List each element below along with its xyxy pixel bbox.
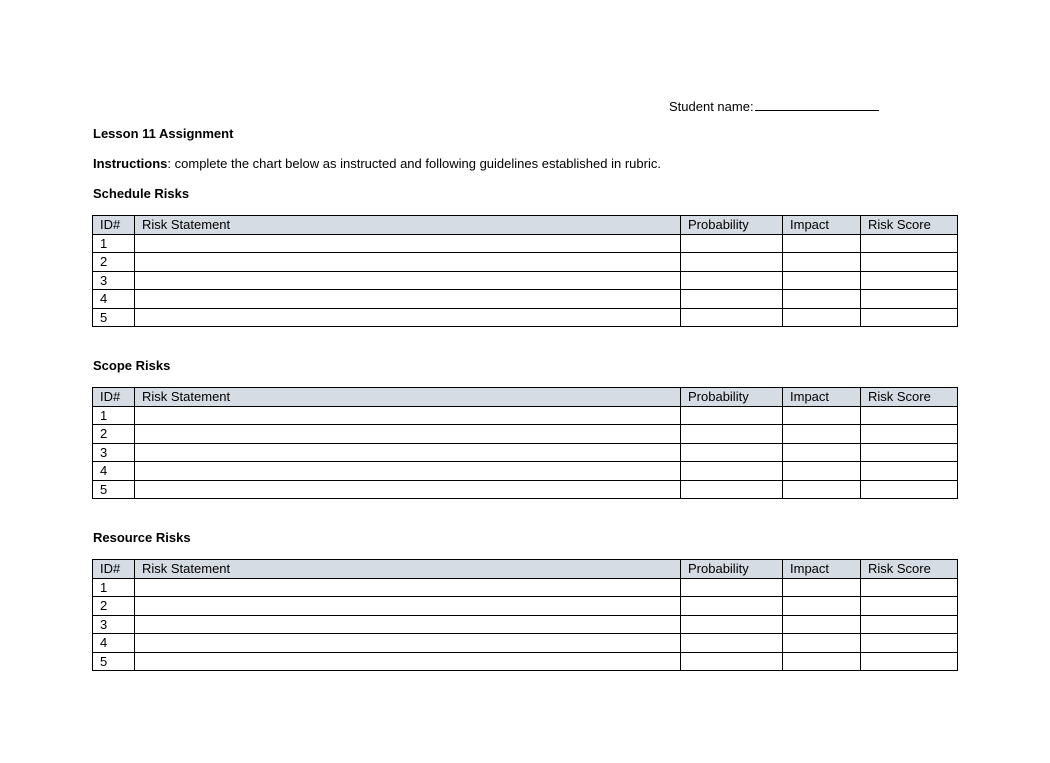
- impact-cell[interactable]: [783, 308, 861, 327]
- risk-statement-cell[interactable]: [135, 443, 681, 462]
- impact-cell[interactable]: [783, 425, 861, 444]
- probability-cell[interactable]: [681, 443, 783, 462]
- col-header-id: ID#: [93, 388, 135, 407]
- col-header-risk-statement: Risk Statement: [135, 560, 681, 579]
- row-id: 4: [93, 634, 135, 653]
- col-header-probability: Probability: [681, 560, 783, 579]
- risk-score-cell[interactable]: [861, 615, 958, 634]
- table-row: [93, 634, 958, 653]
- row-id: 4: [93, 290, 135, 309]
- col-header-probability: Probability: [681, 216, 783, 235]
- instructions-label: Instructions: [93, 156, 168, 171]
- risk-statement-cell[interactable]: [135, 615, 681, 634]
- row-id: 1: [93, 578, 135, 597]
- col-header-id: ID#: [93, 560, 135, 579]
- impact-cell[interactable]: [783, 271, 861, 290]
- risk-score-cell[interactable]: [861, 425, 958, 444]
- col-header-id: ID#: [93, 216, 135, 235]
- risk-statement-cell[interactable]: [135, 634, 681, 653]
- table-row: [93, 578, 958, 597]
- scope-risks-table: [92, 387, 958, 499]
- student-name-blank[interactable]: [755, 96, 879, 111]
- row-id: 3: [93, 271, 135, 290]
- table-row: [93, 253, 958, 272]
- table-row: [93, 308, 958, 327]
- risk-score-cell[interactable]: [861, 578, 958, 597]
- impact-cell[interactable]: [783, 634, 861, 653]
- row-id: 1: [93, 234, 135, 253]
- table-row: [93, 271, 958, 290]
- risk-statement-cell[interactable]: [135, 597, 681, 616]
- impact-cell[interactable]: [783, 443, 861, 462]
- instructions: [93, 156, 661, 171]
- impact-cell[interactable]: [783, 234, 861, 253]
- probability-cell[interactable]: [681, 234, 783, 253]
- assignment-title: Lesson 11 Assignment: [93, 126, 234, 141]
- table-row: [93, 652, 958, 671]
- impact-cell[interactable]: [783, 290, 861, 309]
- impact-cell[interactable]: [783, 578, 861, 597]
- risk-score-cell[interactable]: [861, 652, 958, 671]
- table-row: [93, 615, 958, 634]
- table-row: [93, 480, 958, 499]
- col-header-risk-statement: Risk Statement: [135, 216, 681, 235]
- probability-cell[interactable]: [681, 652, 783, 671]
- instructions-text: : complete the chart below as instructed and following guidelines established in rubric.: [167, 156, 661, 171]
- risk-statement-cell[interactable]: [135, 652, 681, 671]
- risk-score-cell[interactable]: [861, 253, 958, 272]
- student-name-label: Student name:: [669, 99, 754, 114]
- probability-cell[interactable]: [681, 480, 783, 499]
- risk-statement-cell[interactable]: [135, 462, 681, 481]
- impact-cell[interactable]: [783, 462, 861, 481]
- col-header-impact: Impact: [783, 388, 861, 407]
- table-row: [93, 462, 958, 481]
- row-id: 4: [93, 462, 135, 481]
- row-id: 1: [93, 406, 135, 425]
- row-id: 3: [93, 615, 135, 634]
- probability-cell[interactable]: [681, 290, 783, 309]
- col-header-impact: Impact: [783, 216, 861, 235]
- table-header-row: [93, 216, 958, 235]
- col-header-risk-statement: Risk Statement: [135, 388, 681, 407]
- probability-cell[interactable]: [681, 253, 783, 272]
- risk-score-cell[interactable]: [861, 462, 958, 481]
- row-id: 5: [93, 480, 135, 499]
- probability-cell[interactable]: [681, 578, 783, 597]
- row-id: 2: [93, 425, 135, 444]
- risk-score-cell[interactable]: [861, 597, 958, 616]
- col-header-risk-score: Risk Score: [861, 560, 958, 579]
- impact-cell[interactable]: [783, 597, 861, 616]
- probability-cell[interactable]: [681, 615, 783, 634]
- table-row: [93, 290, 958, 309]
- probability-cell[interactable]: [681, 425, 783, 444]
- impact-cell[interactable]: [783, 253, 861, 272]
- probability-cell[interactable]: [681, 462, 783, 481]
- row-id: 5: [93, 308, 135, 327]
- risk-statement-cell[interactable]: [135, 290, 681, 309]
- risk-statement-cell[interactable]: [135, 406, 681, 425]
- risk-statement-cell[interactable]: [135, 253, 681, 272]
- table-row: [93, 443, 958, 462]
- row-id: 3: [93, 443, 135, 462]
- row-id: 2: [93, 597, 135, 616]
- col-header-impact: Impact: [783, 560, 861, 579]
- risk-statement-cell[interactable]: [135, 425, 681, 444]
- probability-cell[interactable]: [681, 406, 783, 425]
- student-name-line: [669, 96, 879, 114]
- risk-statement-cell[interactable]: [135, 480, 681, 499]
- risk-score-cell[interactable]: [861, 406, 958, 425]
- risk-statement-cell[interactable]: [135, 578, 681, 597]
- probability-cell[interactable]: [681, 271, 783, 290]
- resource-risks-table: [92, 559, 958, 671]
- risk-statement-cell[interactable]: [135, 271, 681, 290]
- risk-score-cell[interactable]: [861, 480, 958, 499]
- risk-statement-cell[interactable]: [135, 308, 681, 327]
- table-row: [93, 234, 958, 253]
- col-header-risk-score: Risk Score: [861, 216, 958, 235]
- section-title-resource: Resource Risks: [93, 530, 191, 545]
- risk-score-cell[interactable]: [861, 234, 958, 253]
- risk-score-cell[interactable]: [861, 308, 958, 327]
- table-header-row: [93, 388, 958, 407]
- probability-cell[interactable]: [681, 308, 783, 327]
- table-row: [93, 597, 958, 616]
- risk-score-cell[interactable]: [861, 271, 958, 290]
- schedule-risks-table: [92, 215, 958, 327]
- risk-score-cell[interactable]: [861, 634, 958, 653]
- impact-cell[interactable]: [783, 406, 861, 425]
- table-header-row: [93, 560, 958, 579]
- table-row: [93, 425, 958, 444]
- probability-cell[interactable]: [681, 634, 783, 653]
- probability-cell[interactable]: [681, 597, 783, 616]
- section-title-scope: Scope Risks: [93, 358, 171, 373]
- impact-cell[interactable]: [783, 652, 861, 671]
- risk-statement-cell[interactable]: [135, 234, 681, 253]
- impact-cell[interactable]: [783, 480, 861, 499]
- section-title-schedule: Schedule Risks: [93, 186, 190, 201]
- risk-score-cell[interactable]: [861, 290, 958, 309]
- col-header-risk-score: Risk Score: [861, 388, 958, 407]
- row-id: 2: [93, 253, 135, 272]
- risk-score-cell[interactable]: [861, 443, 958, 462]
- col-header-probability: Probability: [681, 388, 783, 407]
- table-row: [93, 406, 958, 425]
- row-id: 5: [93, 652, 135, 671]
- impact-cell[interactable]: [783, 615, 861, 634]
